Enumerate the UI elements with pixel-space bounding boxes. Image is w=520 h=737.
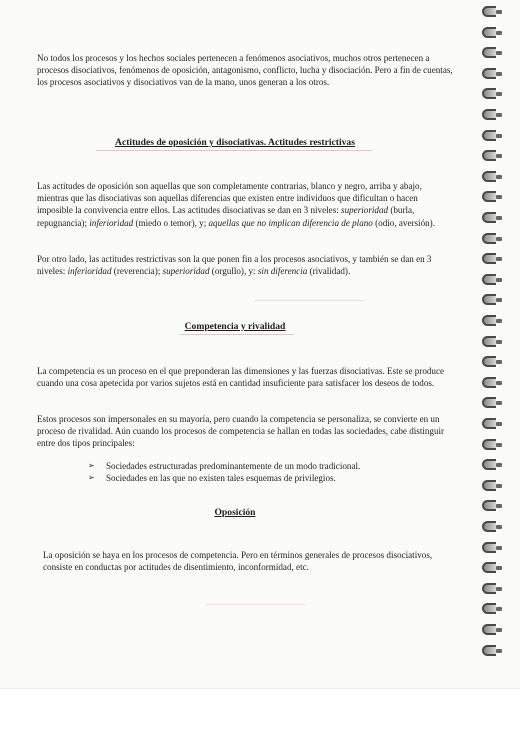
binding-ring (482, 397, 496, 408)
heading-underline-mark (180, 334, 294, 335)
binding-ring (482, 315, 496, 326)
binding-ring (482, 27, 496, 38)
text-run: Por otro lado, las actitudes restrictivas son la que ponen fin a los procesos asociativos, y también se dan en 3 niveles: (37, 254, 432, 277)
scan-bottom-margin (0, 688, 520, 737)
binding-ring (482, 171, 496, 182)
paragraph-intro: No todos los procesos y los hechos sociales pertenecen a fenómenos asociativos, muchos otros pertenecen a procesos disociativos, fenómenos de oposición, antagonismo, conflicto, lucha y disociación. Pero a fin de cuentas, los procesos asociativos y disociativos van de la mano, unos generan a los otros. (37, 53, 453, 88)
text-run-italic: sin diferencia (257, 266, 308, 277)
text-run: (odio, aversión). (372, 217, 435, 228)
text-run: (burla, repugnancia); (37, 205, 415, 228)
list-item (88, 472, 448, 484)
binding-ring (482, 294, 496, 305)
binding-ring (482, 191, 496, 202)
binding-ring (482, 68, 496, 79)
bleed-through-mark (255, 300, 365, 301)
binding-ring (482, 542, 496, 553)
list-item-text: Sociedades estructuradas predominantemente de un modo tradicional. (106, 461, 361, 471)
arrow-bullet-icon: ➢ (88, 473, 95, 483)
text-run: Las actitudes de oposición son aquellas que son completamente contrarias, blanco y negro, arriba y abajo, mientras que las disociativas son aquellas diferencias que existen entre individuos que dificultan o hacen imposible la convivencia entre ellos. Las actitudes disociativas se dan en 3 niveles: (37, 181, 422, 216)
heading-underline-mark (96, 150, 372, 151)
binding-ring (482, 418, 496, 429)
text-run: (rivalidad). (307, 266, 351, 277)
binding-ring (482, 274, 496, 285)
binding-ring (482, 150, 496, 161)
heading-competencia: Competencia y rivalidad (184, 321, 286, 332)
binding-ring (482, 130, 496, 141)
binding-ring (482, 562, 496, 573)
binding-ring (482, 624, 496, 635)
binding-ring (482, 583, 496, 594)
text-run-italic: inferioridad (89, 217, 134, 228)
heading-oposicion: Oposición (214, 507, 256, 518)
binding-ring (482, 645, 496, 656)
text-run-italic: aquellas que no implican diferencia de plano (208, 217, 373, 228)
binding-ring (482, 88, 496, 99)
binding-ring (482, 377, 496, 388)
text-run: (reverencia); (111, 266, 163, 277)
binding-ring (482, 212, 496, 223)
binding-ring (482, 439, 496, 450)
binding-ring (482, 356, 496, 367)
binding-ring (482, 521, 496, 532)
text-run-italic: inferioridad (67, 266, 112, 277)
binding-ring (482, 500, 496, 511)
binding-ring (482, 480, 496, 491)
binding-ring (482, 233, 496, 244)
paragraph-competencia: La competencia es un proceso en el que preponderan las dimensiones y las fuerzas disociativas. Este se produce cuando una cosa apetecida por varios sujetos está en cantidad insuficiente para satisfacer los deseos de todos. (37, 366, 445, 389)
text-run-italic: superioridad (162, 266, 210, 277)
text-run: (miedo o temor), y; (133, 217, 209, 228)
heading-actitudes: Actitudes de oposición y disociativas. Actitudes restrictivas (115, 137, 355, 148)
text-run-italic: superioridad (341, 205, 389, 216)
binding-ring (482, 459, 496, 470)
paragraph-actitudes-restrictivas (37, 253, 455, 277)
spiral-binding (482, 6, 504, 666)
paragraph-procesos-impersonales: Estos procesos son impersonales en su mayoría, pero cuando la competencia se personaliza, se convierte en un proceso de rivalidad. Aún cuando los procesos de competencia se hallan en todas las sociedades, cabe distinguir entre dos tipos principales: (37, 414, 445, 449)
tipos-sociedades-list (88, 460, 448, 484)
paragraph-actitudes-oposicion (37, 180, 455, 229)
binding-ring (482, 253, 496, 264)
list-item (88, 460, 448, 472)
binding-ring (482, 603, 496, 614)
arrow-bullet-icon: ➢ (88, 461, 95, 470)
text-run: (orgullo), y: (209, 266, 258, 277)
list-item-text: Sociedades en las que no existen tales esquemas de privilegios. (106, 473, 336, 484)
binding-ring (482, 6, 496, 17)
binding-ring (482, 47, 496, 58)
paragraph-oposicion: La oposición se haya en los procesos de competencia. Pero en términos generales de procesos disociativos, consiste en conductas por actitudes de disentimiento, inconformidad, etc. (43, 550, 433, 573)
binding-ring (482, 109, 496, 120)
bleed-through-mark (205, 604, 305, 605)
binding-ring (482, 336, 496, 347)
